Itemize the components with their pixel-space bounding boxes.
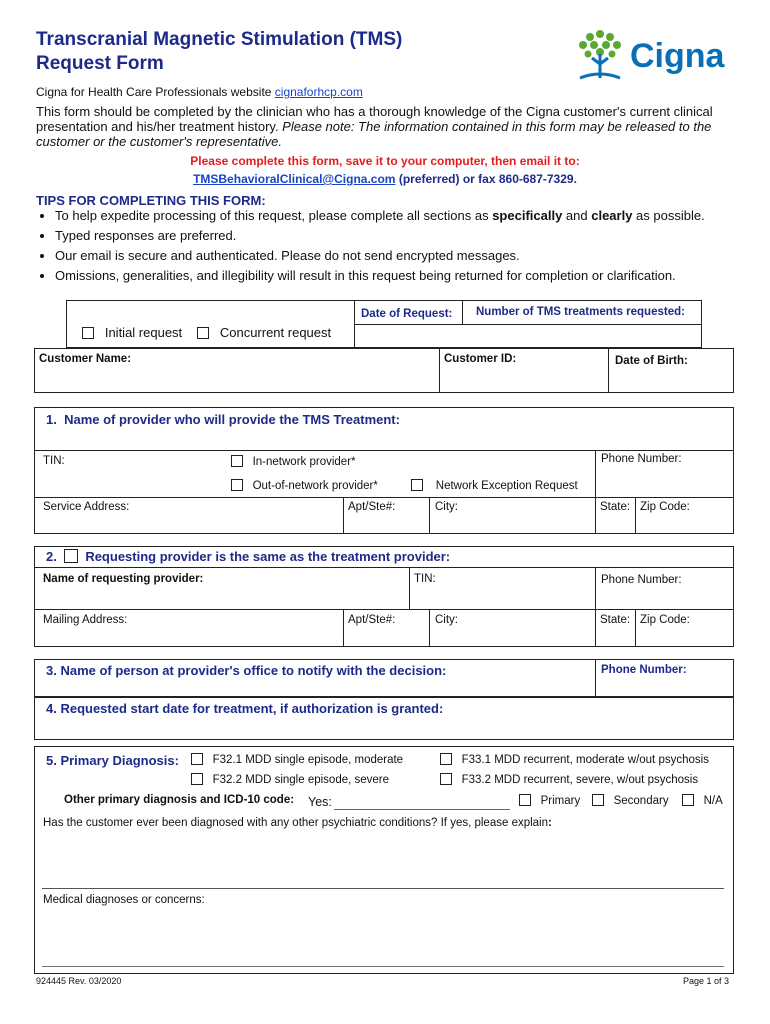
na-checkbox[interactable] <box>682 794 694 806</box>
diag-f321-checkbox[interactable] <box>191 753 203 765</box>
service-address-label: Service Address: <box>43 501 130 513</box>
diag-f322-option[interactable]: F32.2 MDD single episode, severe <box>191 773 389 786</box>
mailing-address-label: Mailing Address: <box>43 614 128 626</box>
num-treatments-label: Number of TMS treatments requested: <box>476 306 685 318</box>
tip-item: • Typed responses are preferred. <box>55 228 770 243</box>
primary-checkbox[interactable] <box>519 794 531 806</box>
intro-paragraph: This form should be completed by the clinician who has a thorough knowledge of the Cigna customer's current clinical presentation and his/her treatment history. Please note: The information contained in this form may be released to the customer or the customer's representative. <box>36 104 713 149</box>
concurrent-request-checkbox[interactable] <box>197 327 209 339</box>
diag-f332-checkbox[interactable] <box>440 773 452 785</box>
dob-label: Date of Birth: <box>615 355 688 367</box>
initial-request-checkbox[interactable] <box>82 327 94 339</box>
cigna-logo <box>574 28 734 84</box>
secondary-checkbox[interactable] <box>592 794 604 806</box>
exception-option[interactable]: Network Exception Request <box>411 479 578 492</box>
customer-id-label: Customer ID: <box>444 353 517 365</box>
tree-icon <box>574 28 626 82</box>
diag-f331-checkbox[interactable] <box>440 753 452 765</box>
email-link[interactable]: TMSBehavioralClinical@Cigna.com <box>193 172 396 186</box>
tin-label: TIN: <box>43 455 65 467</box>
s3-phone-label: Phone Number: <box>601 664 687 676</box>
out-network-checkbox[interactable] <box>231 479 243 491</box>
requesting-provider-label: Name of requesting provider: <box>43 573 204 585</box>
psych-question: Has the customer ever been diagnosed with any other psychiatric conditions? If yes, please explain: <box>43 817 552 829</box>
page-number: Page 1 of 3 <box>683 976 730 986</box>
submit-contact: TMSBehavioralClinical@Cigna.com (preferred) or fax 860-687-7329. <box>193 172 577 186</box>
page-title: Transcranial Magnetic Stimulation (TMS) Request Form <box>36 29 403 74</box>
exception-checkbox[interactable] <box>411 479 423 491</box>
customer-name-label: Customer Name: <box>39 353 132 365</box>
section-3-title: 3. Name of person at provider's office to notify with the decision: <box>46 663 447 678</box>
tip-item: • Omissions, generalities, and illegibility will result in this request being returned for completion or clarification. <box>55 268 770 283</box>
zip-label: Zip Code: <box>640 501 690 513</box>
primary-option[interactable]: Primary <box>519 794 580 807</box>
section-5-title: 5. Primary Diagnosis: <box>46 753 179 768</box>
tip-item: • To help expedite processing of this request, please complete all sections as specifically and clearly as possible. <box>55 208 770 223</box>
na-option[interactable]: N/A <box>682 794 723 807</box>
out-network-option[interactable]: Out-of-network provider* <box>231 479 378 492</box>
s2-tin-label: TIN: <box>414 573 436 585</box>
date-of-request-label: Date of Request: <box>361 308 453 320</box>
website-line: Cigna for Health Care Professionals website cignaforhcp.com <box>36 85 363 99</box>
psych-answer-line[interactable] <box>42 888 724 889</box>
tips-heading: TIPS FOR COMPLETING THIS FORM: <box>36 193 266 208</box>
website-link[interactable]: cignaforhcp.com <box>274 85 363 99</box>
form-code: 924445 Rev. 03/2020 <box>36 976 122 986</box>
medical-label: Medical diagnoses or concerns: <box>43 894 205 906</box>
s2-zip-label: Zip Code: <box>640 614 690 626</box>
phone-label: Phone Number: <box>601 453 682 465</box>
secondary-option[interactable]: Secondary <box>592 794 669 807</box>
other-diagnosis-input[interactable] <box>334 809 510 810</box>
section-2-title: 2. Requesting provider is the same as the treatment provider: <box>46 549 451 564</box>
tips-list <box>38 208 770 288</box>
diag-f332-option[interactable]: F33.2 MDD recurrent, severe, w/out psychosis <box>440 773 698 786</box>
same-provider-checkbox[interactable] <box>64 549 78 563</box>
submit-instructions: Please complete this form, save it to your computer, then email it to: <box>190 154 580 168</box>
in-network-option[interactable]: In-network provider* <box>231 455 356 468</box>
s2-city-label: City: <box>435 614 458 626</box>
medical-answer-line[interactable] <box>42 966 724 967</box>
s2-phone-label: Phone Number: <box>601 574 682 586</box>
section-4-title: 4. Requested start date for treatment, if authorization is granted: <box>46 701 444 716</box>
diag-f321-option[interactable]: F32.1 MDD single episode, moderate <box>191 753 403 766</box>
state-label: State: <box>600 501 631 513</box>
s2-apt-label: Apt/Ste#: <box>348 614 396 626</box>
in-network-checkbox[interactable] <box>231 455 243 467</box>
initial-request-option[interactable]: Initial request <box>82 325 182 340</box>
apt-label: Apt/Ste#: <box>348 501 396 513</box>
brand-name: Cigna <box>630 37 725 75</box>
concurrent-request-option[interactable]: Concurrent request <box>197 325 331 340</box>
section-1-title: 1. Name of provider who will provide the TMS Treatment: <box>46 412 400 427</box>
diag-f322-checkbox[interactable] <box>191 773 203 785</box>
city-label: City: <box>435 501 458 513</box>
diag-f331-option[interactable]: F33.1 MDD recurrent, moderate w/out psychosis <box>440 753 709 766</box>
yes-label: Yes: <box>308 795 332 809</box>
s2-state-label: State: <box>600 614 631 626</box>
other-diagnosis-label: Other primary diagnosis and ICD-10 code: <box>64 794 295 806</box>
tip-item: • Our email is secure and authenticated. Please do not send encrypted messages. <box>55 248 770 263</box>
